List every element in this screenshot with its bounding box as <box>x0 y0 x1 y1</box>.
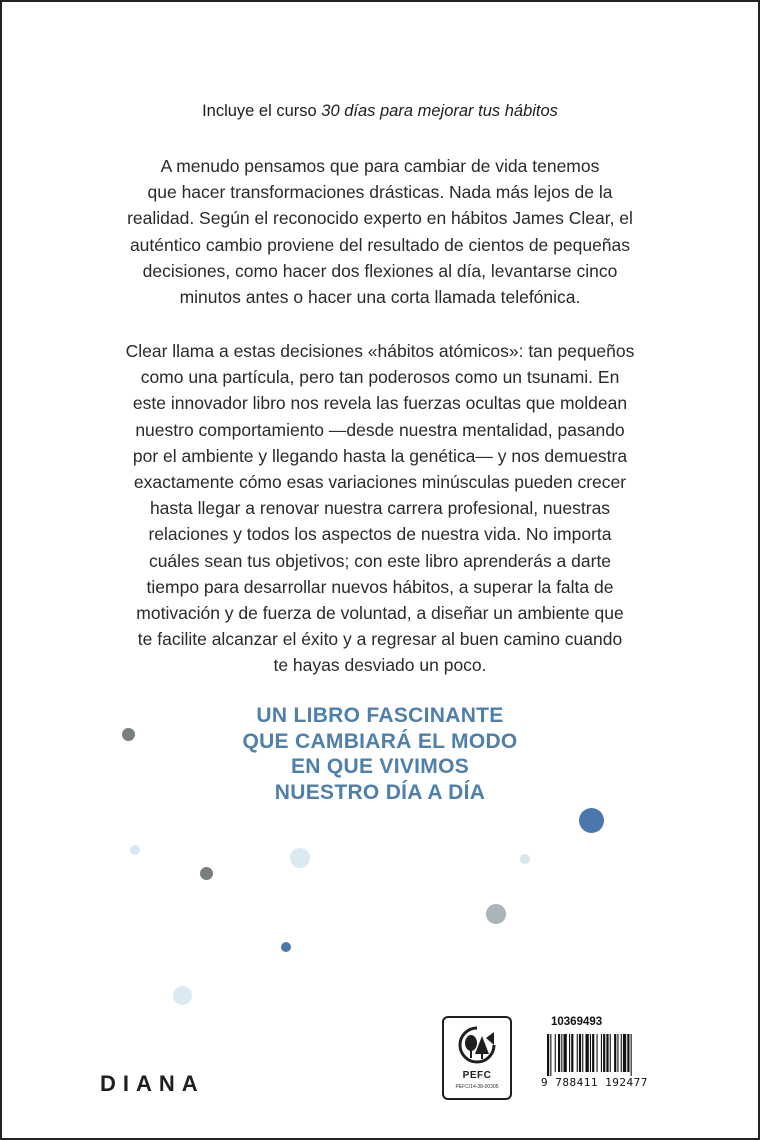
text-line: decisiones, como hacer dos flexiones al día, levantarse cinco <box>142 260 618 281</box>
headline-line: UN LIBRO FASCINANTE <box>256 704 504 727</box>
barcode-bar <box>582 1034 583 1072</box>
barcode-bar <box>586 1034 589 1072</box>
text-line: A menudo pensamos que para cambiar de vida tenemos <box>160 156 600 176</box>
barcode-bar <box>558 1034 560 1072</box>
text-line: nuestro comportamiento —desde nuestra mentalidad, pasando <box>135 419 625 440</box>
description-paragraph-2 <box>2 338 758 679</box>
barcode-bar <box>606 1034 608 1072</box>
decorative-dot <box>130 845 140 855</box>
barcode-digits: 9 788411 192477 <box>541 1076 648 1089</box>
text-line: te facilite alcanzar el éxito y a regresar al buen camino cuando <box>137 629 623 650</box>
text-line: relaciones y todos los aspectos de nuestra vida. No importa <box>148 524 612 545</box>
headline-line: QUE CAMBIARÁ EL MODO <box>242 729 518 753</box>
barcode-bar <box>561 1034 562 1072</box>
decorative-dot <box>486 904 506 924</box>
text-line: realidad. Según el reconocido experto en hábitos James Clear, el <box>127 208 633 229</box>
decorative-dot <box>520 854 530 864</box>
text-line: Clear llama a estas decisiones «hábitos atómicos»: tan pequeños <box>125 341 635 361</box>
isbn-barcode <box>541 1016 671 1098</box>
text-line: minutos antes o hacer una corta llamada telefónica. <box>179 287 581 308</box>
text-line: tiempo para desarrollar nuevos hábitos, a superar la falta de <box>146 576 614 597</box>
decorative-dot <box>200 867 213 880</box>
description-paragraph-1 <box>2 153 758 310</box>
text-line: cuáles sean tus objetivos; con este libro aprenderás a darte <box>148 550 612 571</box>
barcode-bar <box>621 1034 622 1072</box>
course-intro <box>2 102 758 121</box>
barcode-bar <box>601 1034 602 1072</box>
decorative-dot <box>290 848 310 868</box>
text-line: motivación y de fuerza de voluntad, a diseñar un ambiente que <box>136 603 624 624</box>
text-line: hasta llegar a renovar nuestra carrera profesional, nuestras <box>149 498 611 519</box>
headline-line: NUESTRO DÍA A DÍA <box>274 780 486 804</box>
barcode-bar <box>577 1034 578 1072</box>
decorative-dot <box>122 728 135 741</box>
pefc-label: PEFC <box>462 1070 492 1081</box>
publisher-logo: DIANA <box>100 1071 205 1096</box>
decorative-dot <box>173 986 192 1005</box>
decorative-dot <box>281 942 291 952</box>
barcode-bar <box>564 1034 567 1072</box>
barcode-bar <box>579 1034 581 1072</box>
text-line: por el ambiente y llegando hasta la genética— y nos demuestra <box>132 445 628 466</box>
tagline-headline <box>2 703 758 805</box>
barcode-bar <box>590 1034 591 1072</box>
text-line: este innovador libro nos revela las fuerzas ocultas que moldean <box>132 393 628 414</box>
barcode-bar <box>571 1034 573 1072</box>
barcode-bar <box>617 1034 618 1072</box>
pefc-code: PEFC/14-38-00305 <box>455 1084 499 1090</box>
barcode-bars <box>547 1034 667 1076</box>
barcode-bar <box>592 1034 594 1072</box>
pefc-tree-logo-icon <box>456 1024 498 1068</box>
text-line: que hacer transformaciones drásticas. Nada más lejos de la <box>147 182 613 203</box>
barcode-bar <box>547 1034 549 1076</box>
barcode-bar <box>569 1034 570 1072</box>
headline-line: EN QUE VIVIMOS <box>290 755 470 778</box>
barcode-bar <box>631 1034 632 1076</box>
barcode-bar <box>603 1034 605 1072</box>
text-line: auténtico cambio proviene del resultado de cientos de pequeñas <box>129 234 631 255</box>
pefc-certification-badge <box>442 1016 512 1100</box>
barcode-bar <box>550 1034 551 1076</box>
course-intro-prefix: Incluye el curso <box>202 102 322 120</box>
decorative-dot <box>579 808 604 833</box>
barcode-bar <box>555 1034 556 1072</box>
barcode-top-code: 10369493 <box>551 1016 603 1028</box>
text-line: exactamente cómo esas variaciones minúsculas pueden crecer <box>133 472 627 493</box>
barcode-bar <box>627 1034 629 1072</box>
text-line: te hayas desviado un poco. <box>273 655 487 676</box>
course-title: 30 días para mejorar tus hábitos <box>321 102 558 120</box>
barcode-bar <box>610 1034 611 1072</box>
barcode-bar <box>623 1034 626 1072</box>
text-line: como una partícula, pero tan poderosos como un tsunami. En <box>140 367 620 388</box>
barcode-bar <box>614 1034 616 1072</box>
barcode-bar <box>597 1034 598 1072</box>
